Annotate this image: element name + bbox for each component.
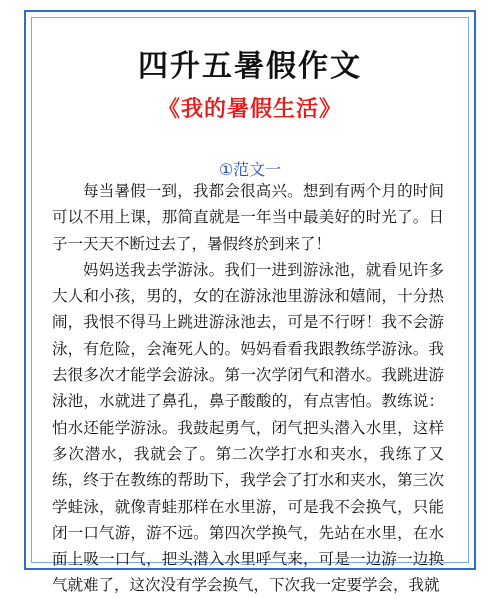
essay-paragraph-2: 妈妈送我去学游泳。我们一进到游泳池，就看见许多大人和小孩，男的，女的在游泳池里游泳和嬉闹，十分热闹，我恨不得马上跳进游泳池去，可是不行呀！我不会游泳，有危险，会淹死人的。妈妈看看我跟教练学游泳。我去很多次才能学会游泳。第一次学闭气和潜水。我跳进游泳池，水就进了鼻孔，鼻子酸酸的，有点害怕。教练说：怕水还能学游泳。我鼓起勇气，闭气把头潜入水里，这样多次潜水，我就会了。第二次学打水和夹水，我练了又练，终于在教练的帮助下，我学会了打水和夹水，第三次学蛙泳，就像青蛙那样在水里游，可是我不会换气，只能闭一口气游，游不远。第四次学换气，先站在水里，在水面上吸一口气，把头潜入水里呼气来，可是一边游一边换气就难了，这次没有学会换气，下次我一定要学会，我就 bbox=[52, 260, 444, 595]
section-label: ①范文一 bbox=[218, 160, 282, 179]
essay-paragraph-1: 每当暑假一到，我都会很高兴。想到有两个月的时间可以不用上课，那简直就是一年当中最美好的时光了。日子一天天不断过去了，暑假终於到来了！ bbox=[52, 182, 444, 253]
document-title: 四升五暑假作文 bbox=[138, 49, 362, 84]
essay-body bbox=[52, 178, 444, 599]
document-subtitle: 《我的暑假生活》 bbox=[157, 97, 342, 122]
